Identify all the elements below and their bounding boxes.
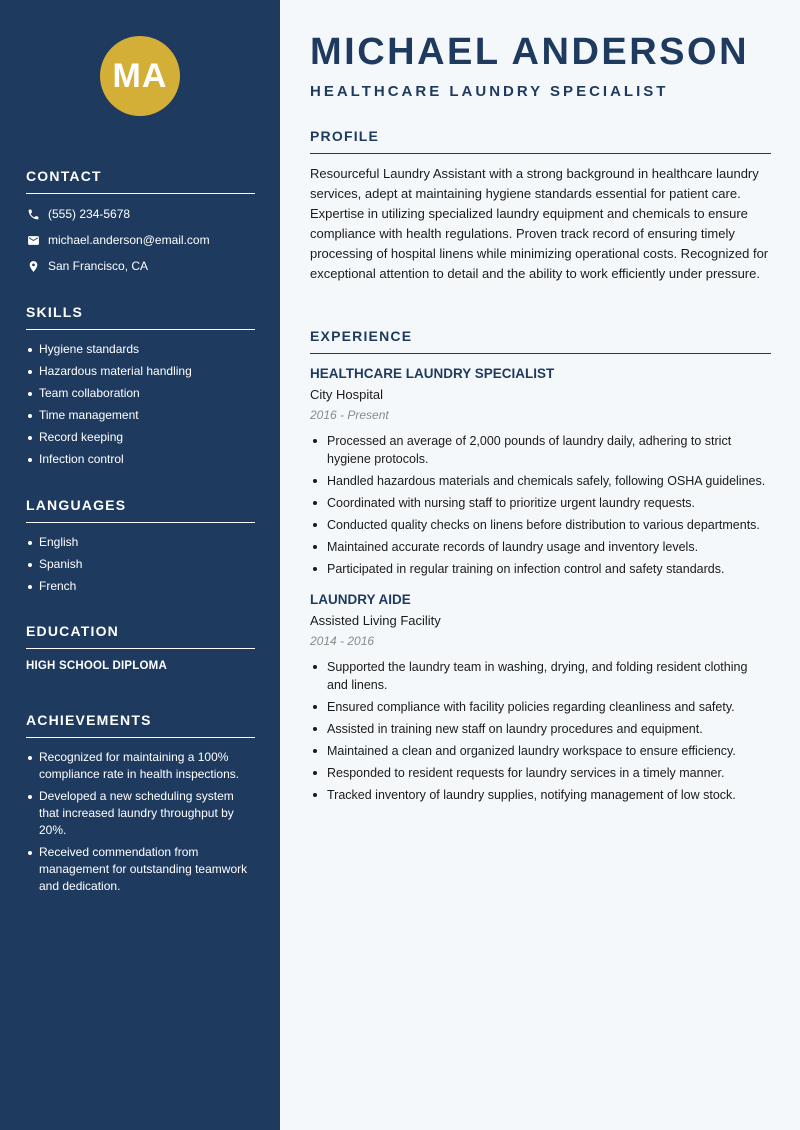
languages-heading: LANGUAGES [26, 497, 255, 523]
candidate-name: MICHAEL ANDERSON [310, 31, 750, 73]
profile-heading: PROFILE [310, 128, 771, 154]
job-role: LAUNDRY AIDE [310, 592, 411, 607]
location-pin-icon [26, 259, 40, 273]
job-bullet: Coordinated with nursing staff to prioritize urgent laundry requests. [310, 494, 771, 512]
job-entry [310, 592, 771, 804]
language-item: English [26, 534, 255, 551]
phone-text: (555) 234-5678 [48, 207, 131, 221]
job-entry [310, 366, 771, 578]
job-company: Assisted Living Facility [310, 613, 441, 628]
achievements-list [26, 749, 255, 895]
job-company: City Hospital [310, 387, 383, 402]
profile-text: Resourceful Laundry Assistant with a strong background in healthcare laundry services, adept at maintaining hygiene standards essential for patient care. Expertise in utilizing specialized laundry equipment and chemicals to ensure compliance with health regulations. Proven track record of ensuring timely processing of hospital linens while minimizing operational costs. Recognized for exceptional attention to detail and the ability to work efficiently under pressure. [310, 166, 769, 281]
contact-heading: CONTACT [26, 168, 255, 194]
skill-item: Infection control [26, 451, 255, 468]
email-icon [26, 233, 40, 247]
job-bullets [310, 432, 771, 578]
language-item: French [26, 578, 255, 595]
achievements-section [26, 712, 255, 900]
achievement-item: Developed a new scheduling system that increased laundry throughput by 20%. [26, 788, 255, 839]
job-bullet: Participated in regular training on infection control and safety standards. [310, 560, 771, 578]
job-bullet: Supported the laundry team in washing, drying, and folding resident clothing and linens. [310, 658, 771, 694]
contact-section [26, 168, 255, 274]
skill-item: Hazardous material handling [26, 363, 255, 380]
skill-item: Time management [26, 407, 255, 424]
job-bullet: Maintained a clean and organized laundry workspace to ensure efficiency. [310, 742, 771, 760]
job-bullet: Maintained accurate records of laundry usage and inventory levels. [310, 538, 771, 556]
skill-item: Record keeping [26, 429, 255, 446]
education-section [26, 623, 255, 672]
languages-list [26, 534, 255, 595]
profile-section [310, 128, 771, 284]
education-heading: EDUCATION [26, 623, 255, 649]
job-bullet: Tracked inventory of laundry supplies, notifying management of low stock. [310, 786, 771, 804]
skills-heading: SKILLS [26, 304, 255, 330]
contact-email [26, 232, 255, 248]
job-bullet: Responded to resident requests for laundry services in a timely manner. [310, 764, 771, 782]
avatar-initials: MA [112, 56, 168, 95]
phone-icon [26, 207, 40, 221]
job-role: HEALTHCARE LAUNDRY SPECIALIST [310, 366, 555, 381]
job-bullet: Processed an average of 2,000 pounds of laundry daily, adhering to strict hygiene protocols. [310, 432, 771, 468]
achievement-item: Received commendation from management for outstanding teamwork and dedication. [26, 844, 255, 895]
contact-location [26, 258, 255, 274]
job-bullet: Conducted quality checks on linens before distribution to various departments. [310, 516, 771, 534]
education-degree: HIGH SCHOOL DIPLOMA [26, 660, 167, 672]
contact-phone [26, 206, 255, 222]
candidate-title: HEALTHCARE LAUNDRY SPECIALIST [310, 83, 669, 100]
languages-section [26, 497, 255, 600]
job-bullet: Ensured compliance with facility policies regarding cleanliness and safety. [310, 698, 771, 716]
job-bullets [310, 658, 771, 804]
job-bullet: Handled hazardous materials and chemicals safely, following OSHA guidelines. [310, 472, 771, 490]
location-text: San Francisco, CA [48, 259, 149, 273]
skills-list [26, 341, 255, 468]
job-dates: 2016 - Present [310, 408, 389, 422]
avatar [100, 36, 180, 116]
email-text[interactable]: michael.anderson@email.com [48, 233, 210, 247]
sidebar [0, 0, 280, 1130]
experience-heading: EXPERIENCE [310, 328, 771, 354]
skills-section [26, 304, 255, 473]
language-item: Spanish [26, 556, 255, 573]
achievements-heading: ACHIEVEMENTS [26, 712, 255, 738]
achievement-item: Recognized for maintaining a 100% compliance rate in health inspections. [26, 749, 255, 783]
skill-item: Hygiene standards [26, 341, 255, 358]
skill-item: Team collaboration [26, 385, 255, 402]
experience-section [310, 328, 771, 808]
job-bullet: Assisted in training new staff on laundry procedures and equipment. [310, 720, 771, 738]
job-dates: 2014 - 2016 [310, 634, 375, 648]
